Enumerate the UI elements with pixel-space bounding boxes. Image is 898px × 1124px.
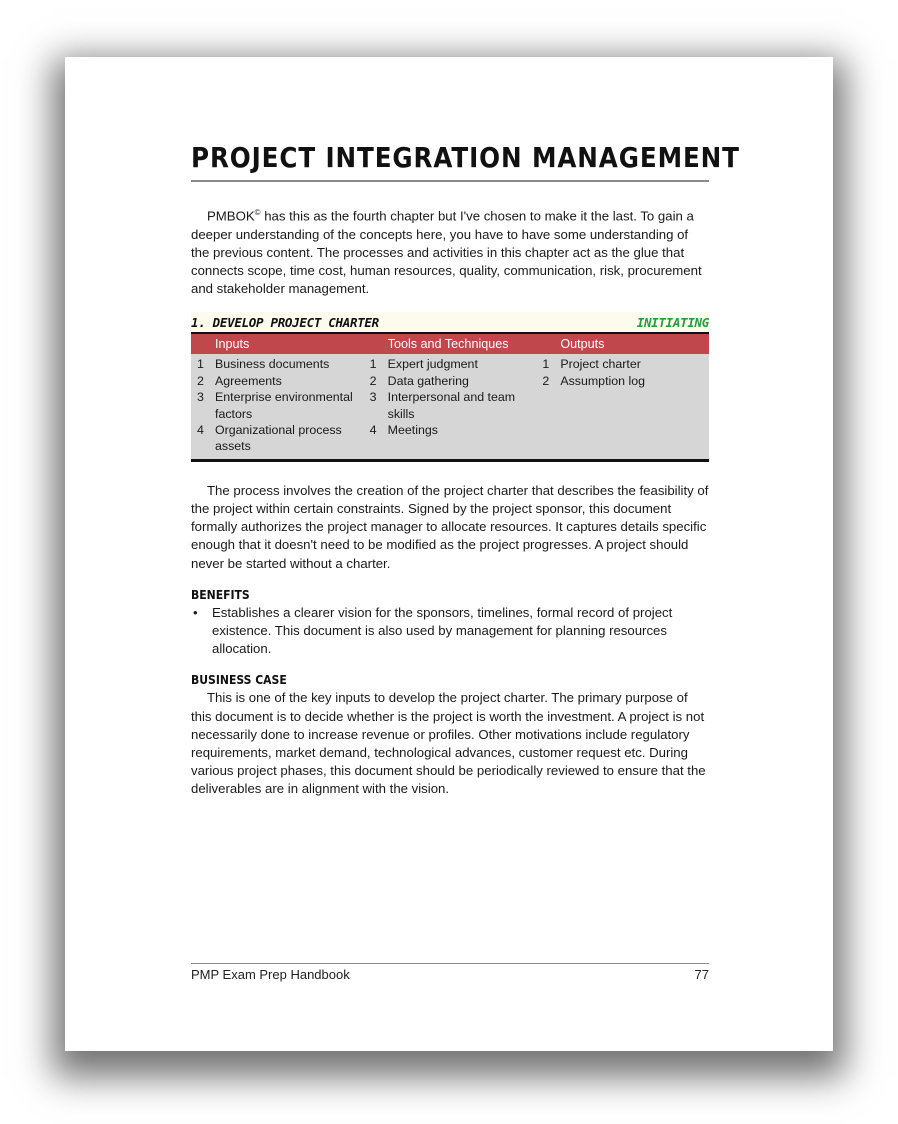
outputs-cell <box>536 354 709 460</box>
table-body-row <box>191 354 709 460</box>
process-name: 1. DEVELOP PROJECT CHARTER <box>191 314 379 330</box>
tool-item: 1 Expert judgment <box>369 357 478 372</box>
input-item: 3 Enterprise environmental factors <box>197 390 353 421</box>
benefits-heading: BENEFITS <box>191 586 250 602</box>
input-item: 4 Organizational process assets <box>197 423 342 454</box>
footer-book-title: PMP Exam Prep Handbook <box>191 967 350 982</box>
copyright-superscript: © <box>254 208 261 217</box>
bullet-icon: • <box>193 604 198 620</box>
intro-text-post: has this as the fourth chapter but I've chosen to make it the last. To gain a deeper understanding of the concepts here, you have to have some understanding of the previous content. The processes and activities in this chapter act as the glue that connects scope, time cost, human resources, quality, communication, risk, procurement and stakeholder management. <box>191 208 702 297</box>
page-number: 77 <box>694 967 709 982</box>
output-item: 2 Assumption log <box>542 373 646 388</box>
page-content <box>191 141 740 799</box>
header-outputs: Outputs <box>560 337 605 352</box>
intro-paragraph <box>191 204 709 298</box>
page-title: PROJECT INTEGRATION MANAGEMENT <box>191 141 740 174</box>
process-ito-table <box>191 332 709 461</box>
intro-text-pre: PMBOK <box>207 208 255 224</box>
title-rule <box>191 180 709 182</box>
tool-item: 2 Data gathering <box>369 373 469 388</box>
input-item: 2 Agreements <box>197 373 282 388</box>
benefit-text: Establishes a clearer vision for the sponsors, timelines, formal record of project existence. This document is also used by management for planning resources allocation. <box>212 604 673 657</box>
inputs-cell <box>191 354 364 460</box>
process-group-label: INITIATING <box>636 314 709 330</box>
benefits-list <box>191 604 709 659</box>
list-item <box>191 604 709 659</box>
header-tools: Tools and Techniques <box>387 337 509 352</box>
header-inputs: Inputs <box>215 337 250 352</box>
process-description: The process involves the creation of the project charter that describes the feasibility of the project within certain constraints. Signed by the project sponsor, this document formally authorizes the project manager to allocate resources. It captures details specific enough that it doesn't need to be modified as the project progresses. A project should never be started without a charter. <box>191 482 709 571</box>
table-header-row <box>191 333 709 354</box>
process-title-bar <box>191 312 709 332</box>
tools-cell <box>364 354 537 460</box>
input-item: 1 Business documents <box>197 357 330 372</box>
page-footer <box>191 963 709 982</box>
output-item: 1 Project charter <box>542 357 641 372</box>
book-page <box>65 57 833 1051</box>
tool-item: 3 Interpersonal and team skills <box>369 390 516 421</box>
business-case-paragraph: This is one of the key inputs to develop the project charter. The primary purpose of this document is to decide whether is the project is worth the investment. A project is not necessarily done to increase revenue or profiles. Other motivations include regulatory requirements, market demand, technological advances, customer request etc. During various project phases, this document should be periodically reviewed to ensure that the deliverables are in alignment with the vision. <box>191 690 706 797</box>
tool-item: 4 Meetings <box>369 423 438 438</box>
business-case-heading: BUSINESS CASE <box>191 672 287 688</box>
